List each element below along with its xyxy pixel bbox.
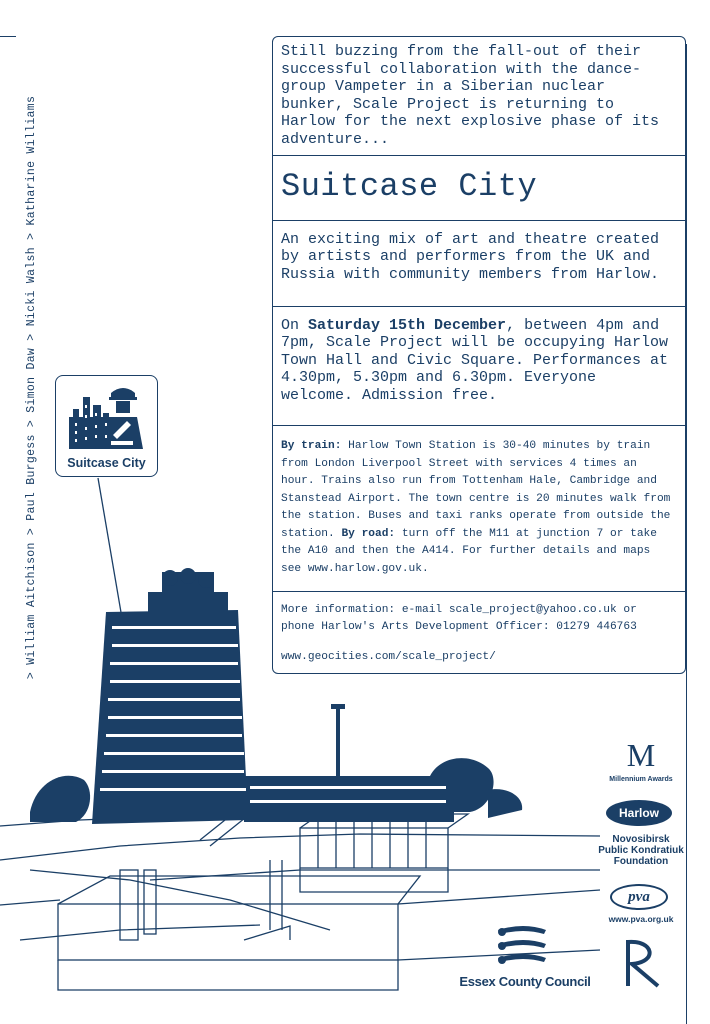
- suitcase-city-logo: [55, 375, 158, 477]
- contact-info: More information: e-mail scale_project@yahoo.co.uk or phone Harlow's Arts Development Officer: 01279 446763: [281, 603, 637, 634]
- essex-county-council-logo: [450, 918, 600, 998]
- intro-section: [273, 37, 685, 156]
- event-section: [273, 307, 685, 426]
- frame-top-line: [0, 36, 16, 37]
- frame-right-line: [686, 44, 687, 1024]
- seaxes-emblem-icon: [494, 920, 550, 972]
- millennium-awards-label: Millennium Awards: [609, 776, 673, 783]
- description-section: [273, 221, 685, 307]
- website-link[interactable]: www.geocities.com/scale_project/: [281, 651, 496, 664]
- event-date: Saturday 15th December: [308, 316, 507, 334]
- road-text: turn off the M11 at junction 7 or take the A10 and then the A414. For further details and maps see www.harlow.gov.uk.: [281, 527, 657, 576]
- sponsor-logos: [596, 738, 686, 1024]
- train-text: Harlow Town Station is 30-40 minutes by train from London Liverpool Street with services 4 times an hour. Trains also run from Tottenham Hale, Cambridge and Stanstead Airport. The town centre is 20 minutes walk from the station. Buses and taxi ranks operate from outside the station.: [281, 439, 671, 540]
- road-label: By road:: [341, 527, 396, 540]
- suitcase-city-icon: [67, 383, 147, 453]
- logo-label: Suitcase City: [67, 456, 146, 470]
- harlow-logo: Harlow: [606, 800, 672, 826]
- intro-text: Still buzzing from the fall-out of their successful collaboration with the dance-group Vampeter in a Siberian nuclear bunker, Scale Project is returning to Harlow for the next explosive phase of its adventure...: [281, 43, 660, 148]
- pva-url[interactable]: www.pva.org.uk: [608, 914, 674, 924]
- credits-text: > William Aitchison > Paul Burgess > Simon Daw > Nicki Walsh > Katharine Williams: [25, 95, 39, 679]
- train-label: By train:: [281, 439, 342, 452]
- description-text: An exciting mix of art and theatre created by artists and performers from the UK and Russia with community members from Harlow.: [281, 230, 660, 283]
- event-details: , between 4pm and 7pm, Scale Project will be occupying Harlow Town Hall and Civic Square. Performances at 4.30pm, 5.30pm and 6.30pm. Everyone welcome. Admission free.: [281, 316, 669, 404]
- title-section: [273, 156, 685, 221]
- essex-label: Essex County Council: [459, 974, 591, 989]
- regional-arts-logo: [614, 934, 670, 990]
- millennium-logo-mark: M: [626, 737, 656, 773]
- page-title: Suitcase City: [281, 167, 538, 205]
- pva-logo: pva: [610, 884, 668, 910]
- event-prefix: On: [281, 316, 309, 334]
- novosibirsk-foundation-label: Novosibirsk Public Kondratiuk Foundation: [598, 834, 684, 867]
